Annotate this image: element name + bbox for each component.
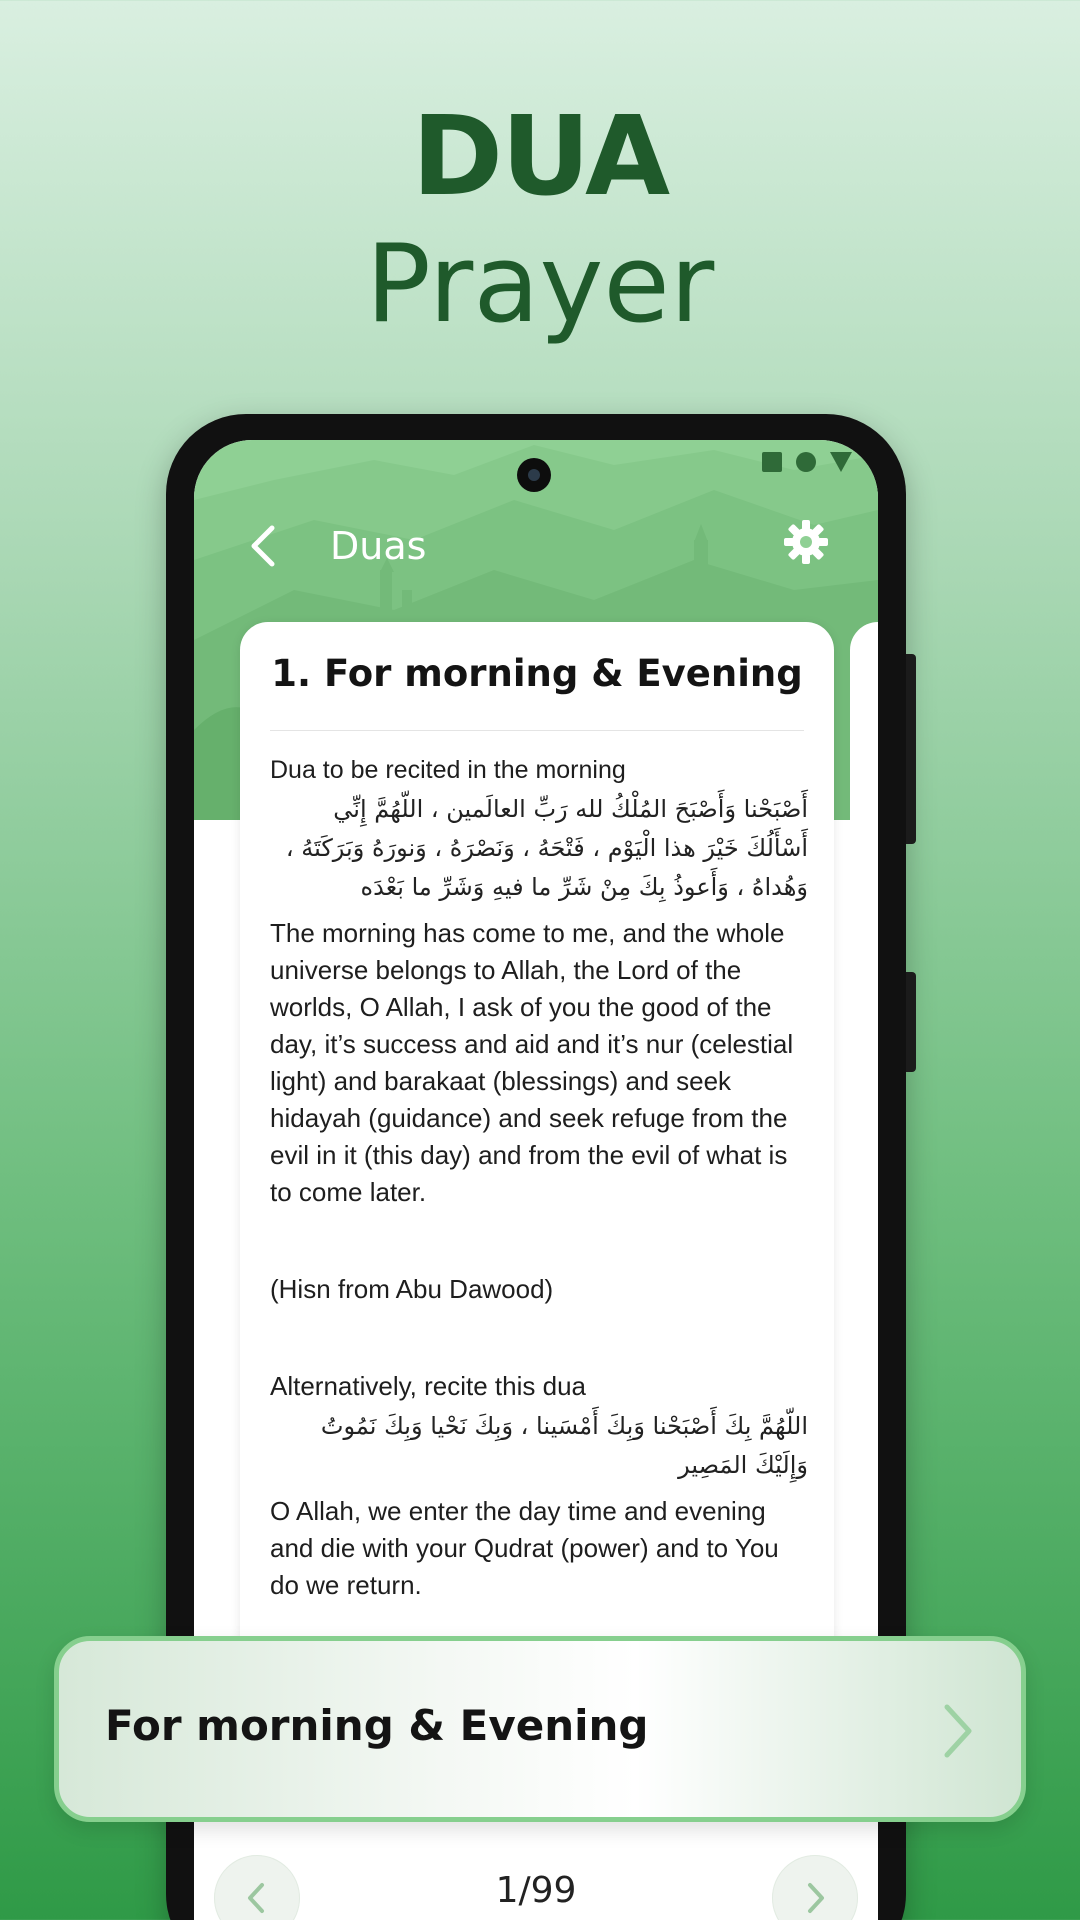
front-camera xyxy=(517,458,551,492)
signal-dot-icon xyxy=(796,452,816,472)
divider xyxy=(270,730,804,731)
arabic-text: اللّهُمَّ بِكَ أَصْبَحْنا وَبِكَ أَمْسَينا ، وَبِكَ نَحْيا وَبِكَ نَمُوتُ وَإِلَيْكَ المَصِير xyxy=(320,1412,808,1479)
back-arrow-icon xyxy=(244,516,284,576)
dua-title: 1. For morning & Evening xyxy=(271,652,803,695)
section-label: Dua to be recited in the morning xyxy=(270,756,626,784)
next-button[interactable] xyxy=(772,1855,858,1920)
chevron-right-icon xyxy=(937,1699,977,1763)
hero-title: DUA xyxy=(411,92,669,220)
back-button[interactable] xyxy=(244,516,284,576)
translation-text: O Allah, we enter the day time and evening and die with your Qudrat (power) and to You do we return. xyxy=(270,1496,779,1600)
arabic-text: أَصْبَحْنا وَأَصْبَحَ المُلْكُ لله رَبِّ العالَمين ، اللّهُمَّ إِنِّي أَسْأَلُكَ خَيْرَ هذا الْيَوْم ، فَتْحَهُ ، وَنَصْرَهُ ، وَنورَهُ وَبَرَكَتَهُ ، وَهُداهُ ، وَأَعوذُ بِكَ مِنْ شَرِّ ما فيهِ وَشَرِّ ما بَعْدَه xyxy=(285,795,808,901)
translation-text: The morning has come to me, and the whole universe belongs to Allah, the Lord of the worlds, O Allah, I ask of you the good of the day, it’s success and aid and it’s nur (celestial light) and barakaat (blessings) and seek hidayah (guidance) and seek refuge from the evil in it (this day) and from the evil of what is to come later. xyxy=(270,918,794,1207)
hero-subtitle: Prayer xyxy=(365,222,715,347)
phone-volume-button xyxy=(906,972,916,1072)
banner-label: For morning & Evening xyxy=(105,1701,649,1750)
section-label: Alternatively, recite this dua xyxy=(270,1371,586,1401)
phone-power-button xyxy=(906,654,916,844)
dua-category-banner[interactable] xyxy=(54,1636,1026,1822)
settings-button[interactable] xyxy=(782,518,830,566)
reference-text: (Hisn from Abu Dawood) xyxy=(270,1274,554,1304)
wifi-icon xyxy=(830,452,852,472)
page-counter: 1/99 xyxy=(495,1870,577,1911)
chevron-right-icon xyxy=(772,1855,858,1920)
app-title: Duas xyxy=(330,524,427,568)
status-bar xyxy=(762,452,852,472)
dua-content xyxy=(270,752,808,1604)
gear-icon xyxy=(782,518,830,566)
notification-icon xyxy=(762,452,782,472)
